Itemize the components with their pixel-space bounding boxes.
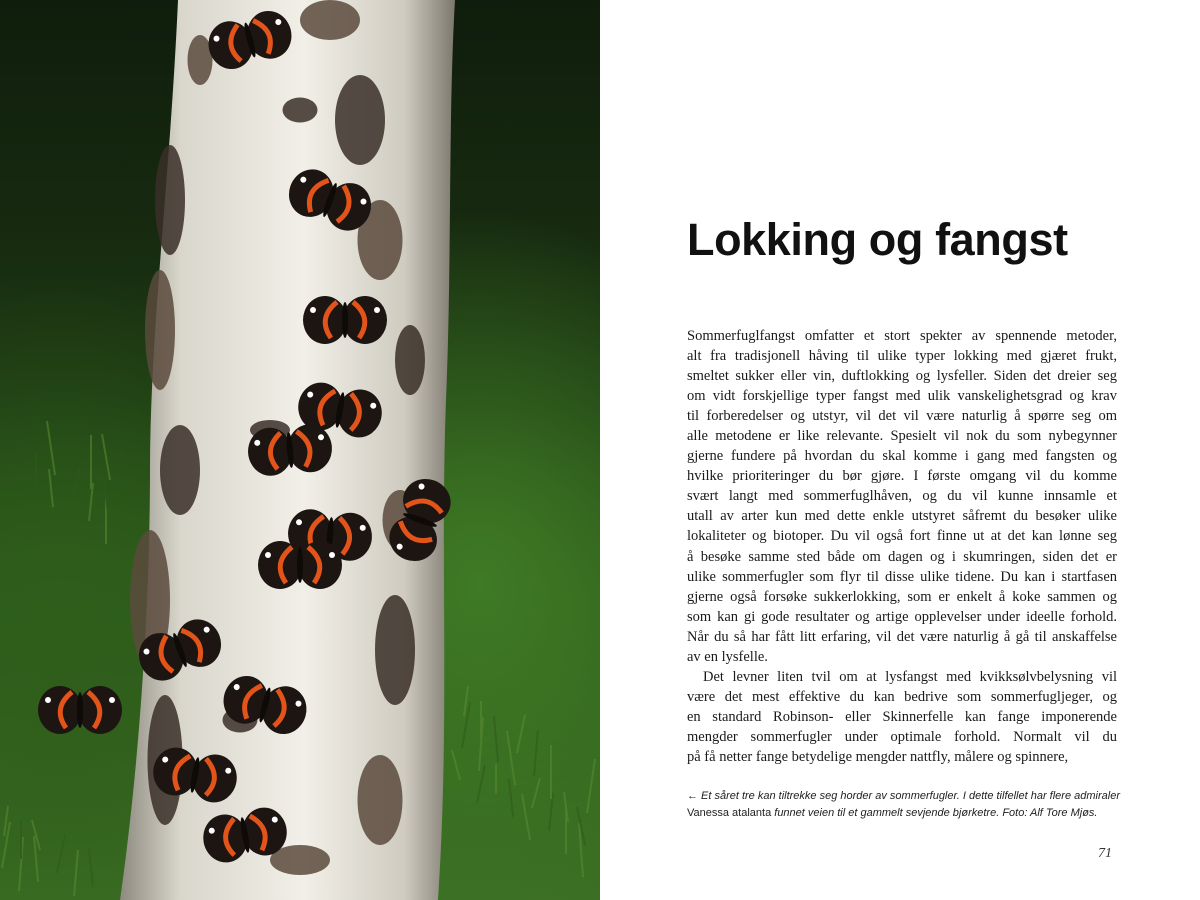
grass-blade <box>102 434 110 480</box>
grass-blade <box>89 849 93 887</box>
body-text <box>687 326 1117 767</box>
grass-blade <box>57 835 65 873</box>
grass-blade <box>462 702 470 748</box>
grass-blade <box>494 716 498 762</box>
bark-mark <box>283 98 318 123</box>
grass-blade <box>517 715 525 753</box>
body-line: hvilke prioriteringer du bør gjøre. I første omgang vil du komme <box>687 468 1117 485</box>
body-line: smeltet sukker eller vin, duftlokking og lysfeller. Siden det dreier seg <box>687 368 1117 385</box>
page-title: Lokking og fangst <box>687 214 1068 265</box>
grass-blade <box>49 469 53 507</box>
body-line: på få netter fange betydelige mengder nattfly, målere og spinnere, <box>687 748 1069 765</box>
bark-mark <box>395 325 425 395</box>
bark-mark <box>335 75 385 165</box>
grass-blade <box>509 779 513 817</box>
body-line: gjerne fundere på hvordan du skal komme i gang med fangsten og <box>687 448 1117 465</box>
body-line: å besøke samme sted både om dagen og i skumringen, siden det er <box>687 548 1117 565</box>
grass-blade <box>2 822 10 868</box>
bark-mark <box>358 755 403 845</box>
body-line: alle metodene er like relevante. Spesielt vil nok du som nybegynner <box>687 428 1117 445</box>
bark-mark <box>155 145 185 255</box>
body-line: svært langt med sommerfuglhåven, og du vil kunne innsamle et <box>687 488 1117 505</box>
caption-species: Vanessa atalanta <box>687 807 772 819</box>
bark-mark <box>375 595 415 705</box>
body-line: gjerne også forsøke sukkerlokking, som er enkelt å koke sammen og <box>687 588 1117 605</box>
body-line: utall av arter kun med dette enkle utstyret såfremt du besøker ulike <box>687 508 1117 525</box>
body-line: Sommerfuglfangst omfatter et stort spekter av spennende metoder, <box>687 328 1117 344</box>
grass-blade <box>532 778 540 808</box>
body-line: mengder sommerfugler under optimale forhold. Normalt vil du <box>687 728 1117 745</box>
grass-blade <box>32 820 40 850</box>
text-page <box>600 0 1200 900</box>
grass-blade <box>452 750 460 780</box>
caption-line-2 <box>687 805 1127 822</box>
body-line: av en lysfelle. <box>687 648 768 665</box>
bark-mark <box>300 0 360 40</box>
bark-mark <box>160 425 200 515</box>
grass-blade <box>534 730 538 776</box>
grass-blade <box>72 468 80 498</box>
grass-blade <box>587 759 595 813</box>
bark-mark <box>145 270 175 390</box>
body-line: være det mest effektive du kan bedrive som sommerfugljeger, og <box>687 688 1117 705</box>
page-number: 71 <box>1098 846 1112 861</box>
body-line: om vidt forskjellige typer fangst med ulik vanskelighetsgrad og krav <box>687 388 1117 405</box>
red-admiral-butterfly <box>303 296 387 344</box>
body-line: lokaliteter og biotoper. Du vil også fort finne ut at det kan lønne seg <box>687 528 1117 545</box>
body-line: til forberedelser og utstyr, vil det vil være naturlig å spørre seg om <box>687 408 1117 425</box>
left-arrow-icon: ← <box>687 790 698 802</box>
grass-blade <box>74 850 78 896</box>
photo-caption <box>687 788 1127 822</box>
red-admiral-butterfly <box>38 686 122 734</box>
caption-text-2: funnet veien til et gammelt sevjende bjørketre. Foto: Alf Tore Mjøs. <box>771 807 1098 819</box>
red-admiral-butterfly <box>258 541 342 589</box>
grass-blade <box>47 421 55 475</box>
body-line: Det levner liten tvil om at lysfangst med kvikksølvbelysning vil <box>703 668 1117 685</box>
body-line: Når du så har fått litt erfaring, vil det være naturlig å gå til anskaffelse <box>687 628 1117 645</box>
caption-line-1 <box>687 788 1127 805</box>
caption-text-1: Et såret tre kan tiltrekke seg horder av sommerfugler. I dette tilfellet har flere admiraler <box>701 790 1120 802</box>
grass-blade <box>507 731 515 785</box>
body-line: alt fra tradisjonell håving til ulike typer lokking med gjæret frukt, <box>687 348 1117 365</box>
body-line: ulike sommerfugler som flyr til disse ulike tidene. Du kan i startfasen <box>687 568 1117 585</box>
grass-blade <box>522 794 530 840</box>
body-line: som kan gi gode resultater og artige opplevelser under ideelle forhold. <box>687 608 1117 625</box>
body-line: en standard Robinson- eller Skinnerfelle kan fange imponerende <box>687 708 1117 725</box>
